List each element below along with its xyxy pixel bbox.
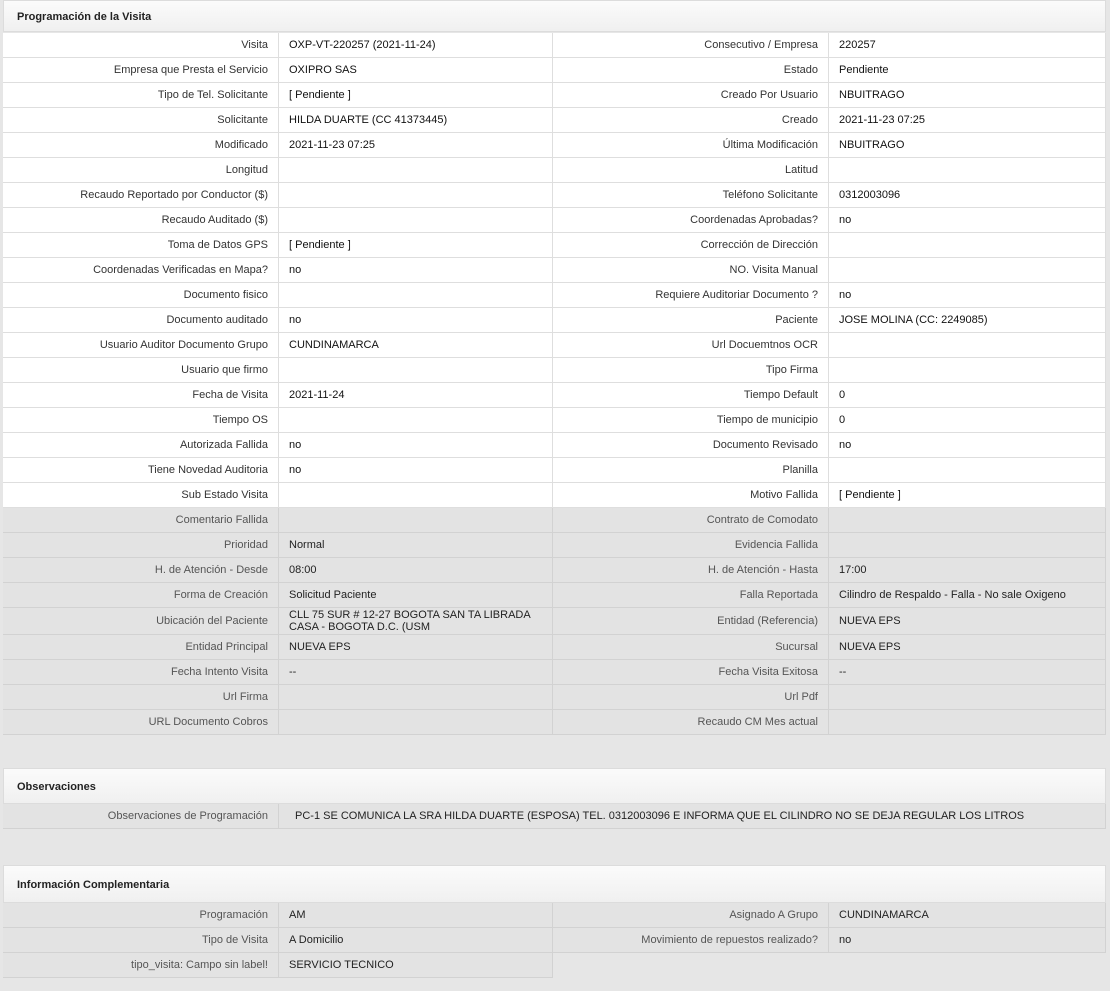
field-value: 08:00 <box>279 558 553 583</box>
field-label: Sub Estado Visita <box>3 483 279 508</box>
field-label: Latitud <box>553 158 829 183</box>
field-value: AM <box>279 903 553 928</box>
field-value: no <box>279 433 553 458</box>
field-label: H. de Atención - Desde <box>3 558 279 583</box>
field-label: Autorizada Fallida <box>3 433 279 458</box>
field-label: Tiempo Default <box>553 383 829 408</box>
field-value: CUNDINAMARCA <box>279 333 553 358</box>
field-label: Longitud <box>3 158 279 183</box>
field-label: Coordenadas Aprobadas? <box>553 208 829 233</box>
field-label: Creado Por Usuario <box>553 83 829 108</box>
field-label <box>553 953 829 978</box>
field-label: Paciente <box>553 308 829 333</box>
field-label: Observaciones de Programación <box>3 804 279 829</box>
field-value: 2021-11-24 <box>279 383 553 408</box>
field-label: Requiere Auditoriar Documento ? <box>553 283 829 308</box>
field-value <box>279 483 553 508</box>
field-value <box>279 710 553 735</box>
field-value: Solicitud Paciente <box>279 583 553 608</box>
field-label: Asignado A Grupo <box>553 903 829 928</box>
field-label: Ubicación del Paciente <box>3 608 279 635</box>
field-value: no <box>279 458 553 483</box>
field-label: Comentario Fallida <box>3 508 279 533</box>
field-value: -- <box>279 660 553 685</box>
field-value <box>279 283 553 308</box>
field-label: Programación <box>3 903 279 928</box>
field-label: Última Modificación <box>553 133 829 158</box>
field-label: Url Pdf <box>553 685 829 710</box>
field-value: NBUITRAGO <box>829 133 1106 158</box>
field-label: Solicitante <box>3 108 279 133</box>
field-label: Usuario que firmo <box>3 358 279 383</box>
field-value <box>829 233 1106 258</box>
field-value <box>279 158 553 183</box>
field-value: no <box>829 283 1106 308</box>
programacion-title: Programación de la Visita <box>3 0 1106 32</box>
field-label: Estado <box>553 58 829 83</box>
field-label: Tipo de Visita <box>3 928 279 953</box>
field-label: H. de Atención - Hasta <box>553 558 829 583</box>
field-label: Tiene Novedad Auditoria <box>3 458 279 483</box>
field-value <box>829 333 1106 358</box>
field-value: JOSE MOLINA (CC: 2249085) <box>829 308 1106 333</box>
field-label: Documento fisico <box>3 283 279 308</box>
field-value <box>279 685 553 710</box>
field-label: Planilla <box>553 458 829 483</box>
info-complementaria-title: Información Complementaria <box>3 865 1106 903</box>
field-value <box>829 533 1106 558</box>
field-label: NO. Visita Manual <box>553 258 829 283</box>
field-label: Sucursal <box>553 635 829 660</box>
observaciones-panel <box>3 768 1106 829</box>
field-value: [ Pendiente ] <box>279 83 553 108</box>
field-label: Tipo Firma <box>553 358 829 383</box>
field-value: no <box>829 928 1106 953</box>
field-value <box>279 508 553 533</box>
field-label: Evidencia Fallida <box>553 533 829 558</box>
field-value <box>829 953 1106 978</box>
field-label: Modificado <box>3 133 279 158</box>
field-label: Url Firma <box>3 685 279 710</box>
field-value: PC-1 SE COMUNICA LA SRA HILDA DUARTE (ESPOSA) TEL. 0312003096 E INFORMA QUE EL CILINDRO NO SE DEJA REGULAR LOS LITROS <box>279 804 1106 829</box>
field-value: 0312003096 <box>829 183 1106 208</box>
field-value <box>829 158 1106 183</box>
field-value: no <box>279 308 553 333</box>
field-label: Usuario Auditor Documento Grupo <box>3 333 279 358</box>
field-label: Entidad Principal <box>3 635 279 660</box>
field-value-text: NUEVA EPS <box>839 615 901 627</box>
field-value: no <box>829 208 1106 233</box>
field-value: OXIPRO SAS <box>279 58 553 83</box>
field-label: Creado <box>553 108 829 133</box>
field-value <box>279 183 553 208</box>
info-complementaria-panel <box>3 865 1106 978</box>
field-label: Motivo Fallida <box>553 483 829 508</box>
field-value <box>279 608 553 635</box>
field-value <box>829 258 1106 283</box>
field-value: 220257 <box>829 33 1106 58</box>
field-value: Pendiente <box>829 58 1106 83</box>
field-value <box>829 608 1106 635</box>
field-label: Empresa que Presta el Servicio <box>3 58 279 83</box>
field-value: -- <box>829 660 1106 685</box>
field-value: 17:00 <box>829 558 1106 583</box>
field-value: [ Pendiente ] <box>829 483 1106 508</box>
field-label: Forma de Creación <box>3 583 279 608</box>
field-value: 2021-11-23 07:25 <box>279 133 553 158</box>
field-label: Documento Revisado <box>553 433 829 458</box>
field-label: Movimiento de repuestos realizado? <box>553 928 829 953</box>
field-label: Fecha Intento Visita <box>3 660 279 685</box>
field-value <box>279 408 553 433</box>
field-label: Prioridad <box>3 533 279 558</box>
field-value: Cilindro de Respaldo - Falla - No sale Oxigeno <box>829 583 1106 608</box>
field-value <box>829 458 1106 483</box>
field-value <box>829 358 1106 383</box>
field-value: Normal <box>279 533 553 558</box>
field-value: [ Pendiente ] <box>279 233 553 258</box>
programacion-grid <box>3 33 1106 508</box>
field-value <box>829 508 1106 533</box>
field-value: NUEVA EPS <box>279 635 553 660</box>
field-label: Recaudo Auditado ($) <box>3 208 279 233</box>
field-value <box>829 710 1106 735</box>
field-label: Tipo de Tel. Solicitante <box>3 83 279 108</box>
field-label: Contrato de Comodato <box>553 508 829 533</box>
field-value: NBUITRAGO <box>829 83 1106 108</box>
field-label: Toma de Datos GPS <box>3 233 279 258</box>
field-value: HILDA DUARTE (CC 41373445) <box>279 108 553 133</box>
field-label: Fecha Visita Exitosa <box>553 660 829 685</box>
field-label: URL Documento Cobros <box>3 710 279 735</box>
field-label: Tiempo OS <box>3 408 279 433</box>
field-label: Consecutivo / Empresa <box>553 33 829 58</box>
field-value-text: CLL 75 SUR # 12-27 BOGOTA SAN TA LIBRADA CASA - BOGOTA D.C. (USM <box>289 609 531 633</box>
field-value: no <box>279 258 553 283</box>
field-value: no <box>829 433 1106 458</box>
field-value: CUNDINAMARCA <box>829 903 1106 928</box>
field-label: Falla Reportada <box>553 583 829 608</box>
programacion-panel <box>3 0 1106 735</box>
field-label: Visita <box>3 33 279 58</box>
field-value: A Domicilio <box>279 928 553 953</box>
field-value: 0 <box>829 383 1106 408</box>
info-complementaria-grid <box>3 903 1106 978</box>
field-label: Entidad (Referencia) <box>553 608 829 635</box>
field-label: Teléfono Solicitante <box>553 183 829 208</box>
field-value <box>279 208 553 233</box>
field-label: tipo_visita: Campo sin label! <box>3 953 279 978</box>
field-label: Recaudo Reportado por Conductor ($) <box>3 183 279 208</box>
observaciones-title: Observaciones <box>3 768 1106 804</box>
field-value: SERVICIO TECNICO <box>279 953 553 978</box>
field-label: Url Docuemtnos OCR <box>553 333 829 358</box>
field-label: Fecha de Visita <box>3 383 279 408</box>
field-label: Tiempo de municipio <box>553 408 829 433</box>
programacion-grid-secondary <box>3 508 1106 735</box>
field-label: Coordenadas Verificadas en Mapa? <box>3 258 279 283</box>
field-value: 0 <box>829 408 1106 433</box>
field-value: 2021-11-23 07:25 <box>829 108 1106 133</box>
field-value <box>279 358 553 383</box>
field-value <box>829 685 1106 710</box>
field-label: Corrección de Dirección <box>553 233 829 258</box>
field-value: NUEVA EPS <box>829 635 1106 660</box>
field-label: Documento auditado <box>3 308 279 333</box>
field-value: OXP-VT-220257 (2021-11-24) <box>279 33 553 58</box>
field-label: Recaudo CM Mes actual <box>553 710 829 735</box>
